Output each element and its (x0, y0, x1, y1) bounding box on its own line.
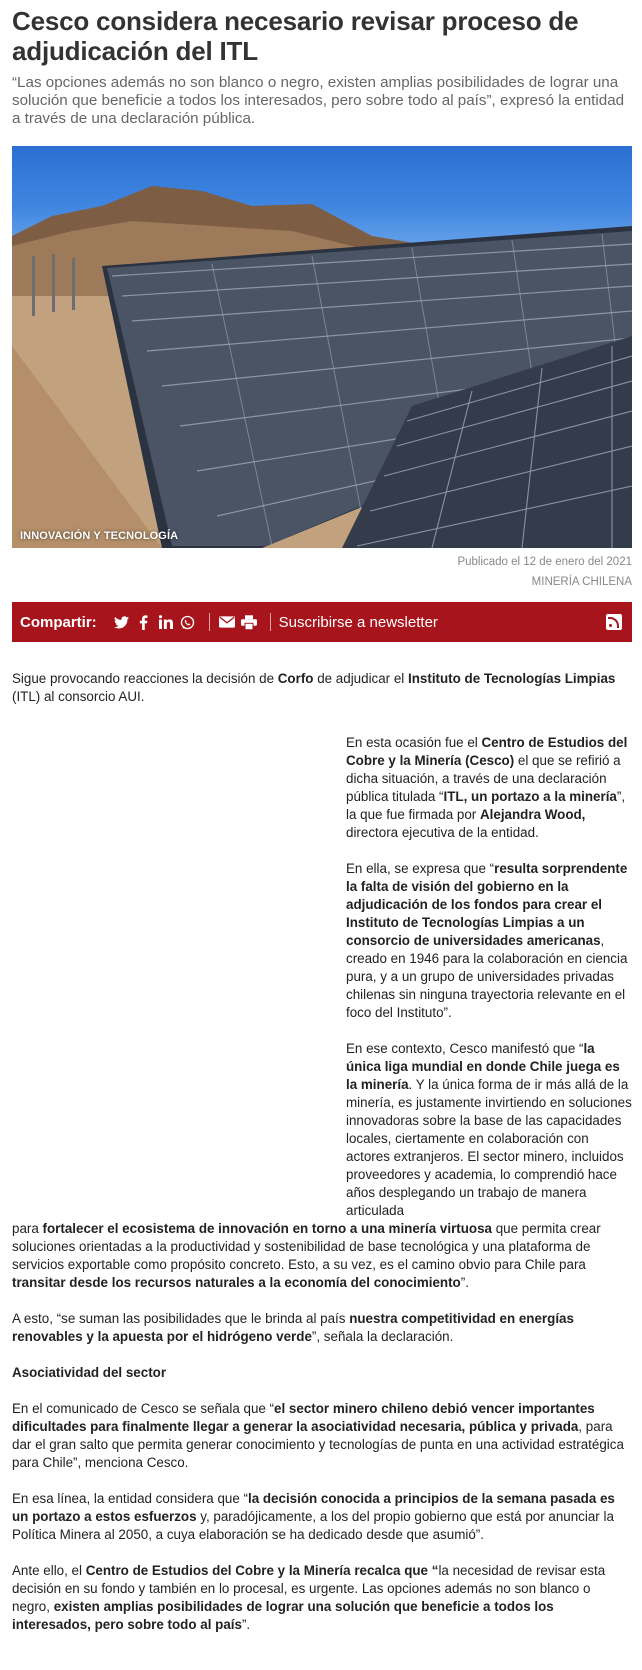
paragraph: Ante ello, el Centro de Estudios del Cobre y la Minería recalca que “la necesidad de revisar esta decisión en su fondo y también en lo procesal, es urgente. Las opciones además no son blanco o negro, existen amplias posibilidades de lograr una solución que beneficie a todos los interesados, pero sobre todo al país”. (12, 1563, 606, 1632)
facebook-icon[interactable] (135, 613, 153, 631)
divider (270, 613, 271, 631)
rss-icon[interactable] (606, 614, 622, 630)
solar-panels-illustration (12, 146, 632, 548)
paragraph: para fortalecer el ecosistema de innovación en torno a una minería virtuosa que permita crear soluciones orientadas a la productividad y sostenibilidad de base tecnológica y una plataforma de servicios exportable como propósito concreto. Esto, a su vez, es el camino obvio para Chile para transitar desde los recursos naturales a la economía del conocimiento”. (12, 1221, 601, 1290)
paragraph: En esta ocasión fue el Centro de Estudios del Cobre y la Minería (Cesco) el que se refirió a dicha situación, a través de una declaración pública titulada “ITL, un portazo a la minería”, la que fue firmada por Alejandra Wood, directora ejecutiva de la entidad. (346, 735, 628, 840)
paragraph: A esto, “se suman las posibilidades que le brinda al país nuestra competitividad en energías renovables y la apuesta por el hidrógeno verde”, señala la declaración. (12, 1311, 574, 1344)
whatsapp-icon[interactable] (179, 613, 197, 631)
section-subheading: Asociatividad del sector (12, 1365, 167, 1380)
newsletter-link[interactable]: Suscribirse a newsletter (278, 613, 438, 631)
twitter-icon[interactable] (113, 613, 131, 631)
article-source: MINERÍA CHILENA (531, 576, 632, 588)
paragraph: En ese contexto, Cesco manifestó que “la única liga mundial en donde Chile juega es la minería. Y la única forma de ir más allá de la minería, es justamente invirtiendo en soluciones innovadoras sobre la base de las capacidades locales, ciertamente en colaboración con actores extranjeros. El sector minero, incluidos proveedores y academia, lo comprendió hace años desplegando un trabajo de manera articulada (346, 1041, 632, 1218)
share-label: Compartir: (20, 613, 97, 631)
paragraph: En esa línea, la entidad considera que “la decisión conocida a principios de la semana pasada es un portazo a estos esfuerzos y, paradójicamente, a los del propio gobierno que está por anunciar la Política Minera al 2050, a cuya elaboración se ha dedicado desde que asumió”. (12, 1491, 615, 1542)
article-title: Cesco considera necesario revisar proceso de adjudicación del ITL (12, 6, 579, 66)
paragraph: Sigue provocando reacciones la decisión de Corfo de adjudicar el Instituto de Tecnologías Limpias (ITL) al consorcio AUI. (12, 671, 616, 704)
paragraph: En el comunicado de Cesco se señala que “el sector minero chileno debió vencer importantes dificultades para finalmente llegar a generar la asociatividad necesaria, pública y privada, para dar el gran salto que permita generar conocimiento y tecnologías de punta en una actividad estratégica para Chile”, menciona Cesco. (12, 1401, 624, 1470)
divider (209, 613, 210, 631)
paragraph: En ella, se expresa que “resulta sorprendente la falta de visión del gobierno en la adjudicación de los fondos para crear el Instituto de Tecnologías Limpias a un consorcio de universidades americanas, creado en 1946 para la colaboración en ciencia pura, y a un grupo de universidades privadas chilenas sin ninguna trayectoria relevante en el foco del Instituto”. (346, 861, 628, 1020)
article-lede: “Las opciones además no son blanco o negro, existen amplias posibilidades de lograr una solución que beneficie a todos los interesados, pero sobre todo al país”, expresó la entidad a través de una declaración pública. (12, 74, 625, 127)
article-hero-image (12, 146, 632, 548)
email-icon[interactable] (218, 613, 236, 631)
print-icon[interactable] (240, 613, 258, 631)
linkedin-icon[interactable] (157, 613, 175, 631)
article-body (12, 670, 632, 1634)
share-bar (12, 602, 632, 642)
publish-date: Publicado el 12 de enero del 2021 (457, 556, 632, 568)
floated-column (346, 734, 632, 1220)
category-tag[interactable]: INNOVACIÓN Y TECNOLOGÍA (20, 530, 179, 542)
